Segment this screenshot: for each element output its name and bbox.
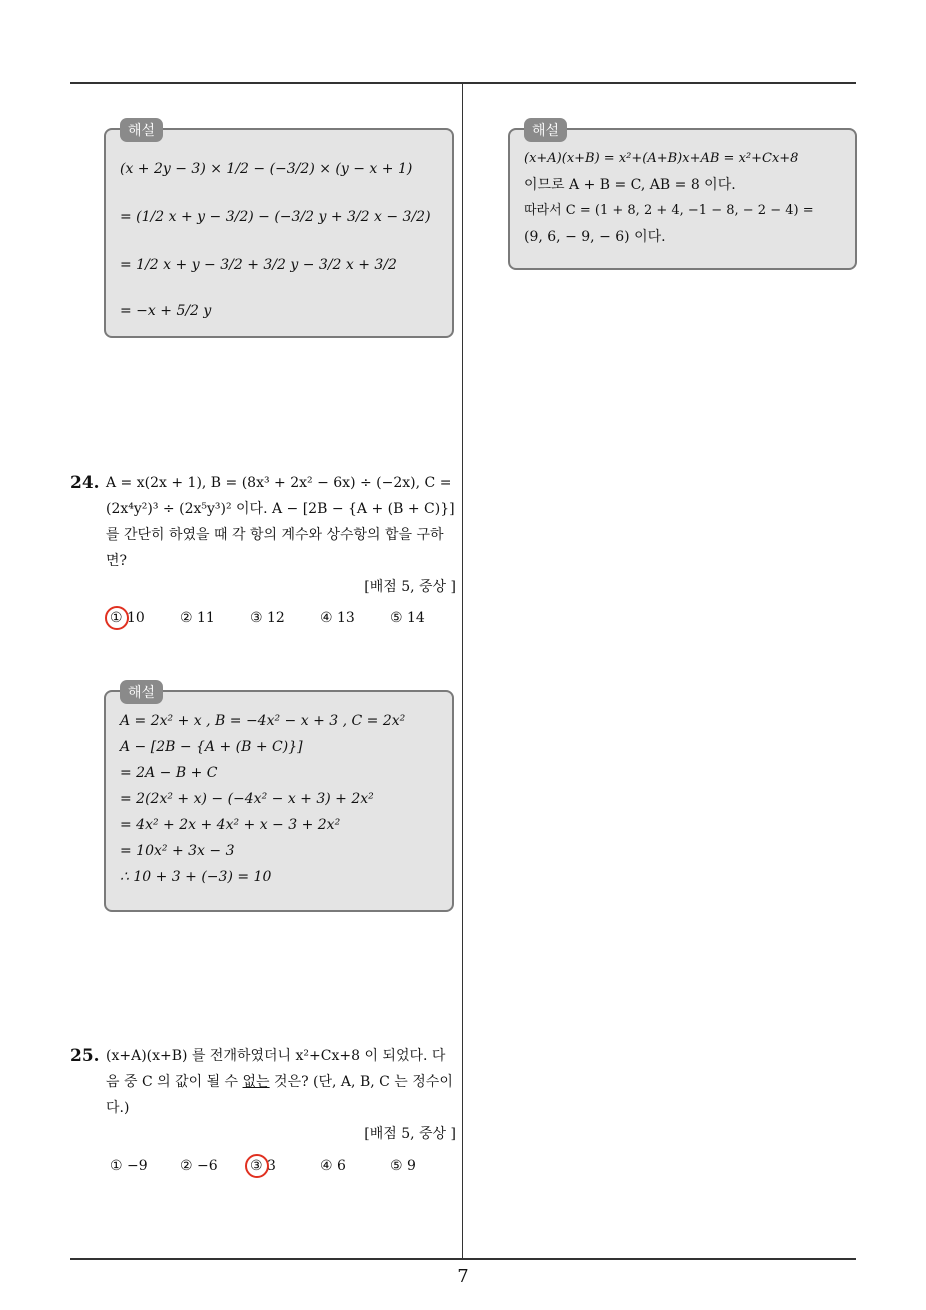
solution-tag: 해설 (120, 118, 163, 142)
question-25 (70, 1043, 462, 1147)
choice-option[interactable]: ① −9 (110, 1158, 148, 1174)
solution-line: (x + 2y − 3) × 1/2 − (−3/2) × (y − x + 1) (120, 161, 413, 177)
solution-line: = 1/2 x + y − 3/2 + 3/2 y − 3/2 x + 3/2 (120, 257, 397, 273)
question-text (106, 470, 456, 600)
question-meta: [배점 5, 중상 ] (364, 579, 456, 595)
choices-24 (110, 610, 450, 634)
question-meta: [배점 5, 중상 ] (364, 1126, 456, 1142)
solution-line: ∴ 10 + 3 + (−3) = 10 (120, 869, 272, 885)
solution-line: 이므로 A + B = C, AB = 8 이다. (524, 177, 736, 193)
solution-tag: 해설 (120, 680, 163, 704)
solution-line: = 2(2x² + x) − (−4x² − x + 3) + 2x² (120, 791, 374, 807)
choice-option[interactable]: ③ 12 (250, 610, 285, 626)
solution-box-23 (104, 123, 454, 338)
solution-line: = 4x² + 2x + 4x² + x − 3 + 2x² (120, 817, 341, 833)
page-number: 7 (457, 1266, 469, 1287)
question-24 (70, 470, 462, 600)
solution-line: = (1/2 x + y − 3/2) − (−3/2 y + 3/2 x − 3/2) (120, 209, 431, 225)
solution-tag: 해설 (524, 118, 567, 142)
solution-line: = 10x² + 3x − 3 (120, 843, 235, 859)
question-number: 24. (70, 473, 100, 493)
choice-option[interactable]: ⑤ 14 (390, 610, 425, 626)
choices-25 (110, 1158, 450, 1182)
question-body-after: 것은? (단, A, B, C 는 정수이다.) (106, 1074, 453, 1116)
solution-line: (9, 6, − 9, − 6) 이다. (524, 229, 666, 245)
top-rule (70, 82, 856, 84)
question-text (106, 1043, 456, 1147)
choice-option[interactable]: ② −6 (180, 1158, 218, 1174)
solution-line: = −x + 5/2 y (120, 303, 212, 319)
solution-line: A − [2B − {A + (B + C)}] (120, 739, 303, 755)
solution-line: A = 2x² + x , B = −4x² − x + 3 , C = 2x² (120, 713, 406, 729)
choice-option[interactable]: ⑤ 9 (390, 1158, 416, 1174)
answer-mark-circle (105, 606, 129, 630)
bottom-rule (70, 1258, 856, 1260)
solution-line: = 2A − B + C (120, 765, 218, 781)
choice-option[interactable]: ① 10 (110, 610, 145, 626)
choice-option[interactable]: ④ 13 (320, 610, 355, 626)
column-divider (462, 84, 463, 1258)
solution-line: (x+A)(x+B) = x²+(A+B)x+AB = x²+Cx+8 (524, 151, 799, 166)
question-body: A = x(2x + 1), B = (8x³ + 2x² − 6x) ÷ (−2x), C = (2x⁴y²)³ ÷ (2x⁵y³)² 이다. A − [2B − {A + (B + C)}] 를 간단히 하였을 때 각 항의 계수와 상수항의 합을 구하면? (106, 475, 455, 569)
underlined-word: 없는 (242, 1074, 270, 1090)
choice-option[interactable]: ④ 6 (320, 1158, 346, 1174)
solution-box-24 (104, 685, 454, 912)
solution-line: 따라서 C = (1 + 8, 2 + 4, −1 − 8, − 2 − 4) = (524, 203, 814, 218)
question-body-before: (x+A)(x+B) 를 전개하였더니 x²+Cx+8 이 되었다. 다음 중 C 의 값이 될 수 (106, 1048, 446, 1090)
answer-mark-circle (245, 1154, 269, 1178)
question-number: 25. (70, 1046, 100, 1066)
choice-option[interactable]: ② 11 (180, 610, 215, 626)
solution-box-25 (508, 123, 857, 270)
choice-option[interactable]: ③ 3 (250, 1158, 276, 1174)
